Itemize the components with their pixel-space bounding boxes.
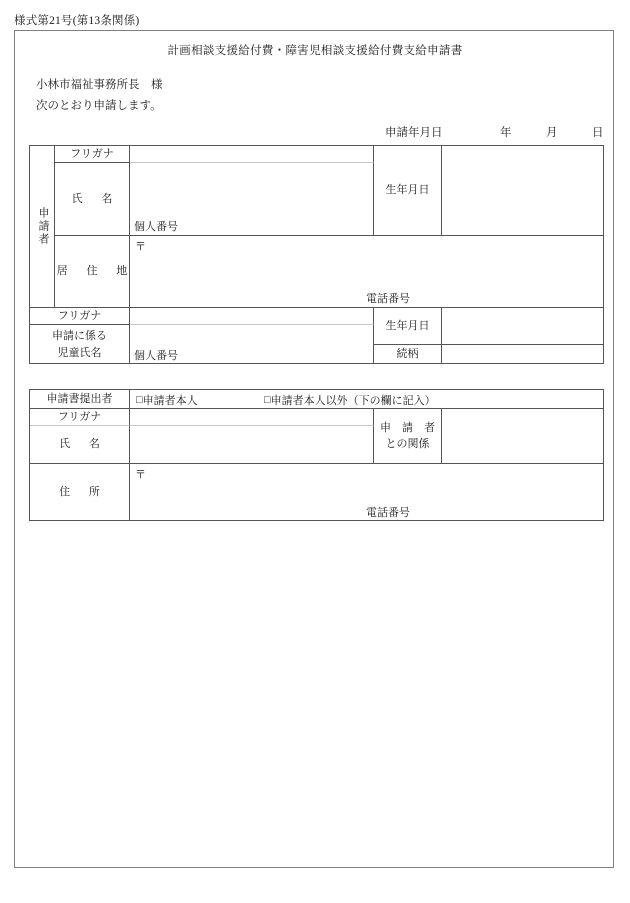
intro-sentence: 次のとおり申請します。 — [36, 100, 162, 112]
checkbox-option-other[interactable] — [264, 390, 436, 409]
submitter-name-label: 氏 名 — [30, 426, 130, 464]
submitter-relation-label-line1: 申 請 者 — [380, 421, 435, 434]
postal-code-icon: 〒 — [135, 241, 146, 253]
checkbox-other-box: □ — [264, 393, 271, 406]
applicant-birthdate-value[interactable] — [442, 146, 604, 236]
checkbox-self-label: 申請者本人 — [142, 394, 198, 407]
submitter-relation-label — [374, 409, 442, 464]
applicant-residence-label: 居 住 地 — [55, 236, 130, 308]
child-name-label-line1: 申請に係る — [52, 330, 107, 342]
submitter-relation-label-line2: との関係 — [385, 438, 430, 450]
child-mynumber-label: 個人番号 — [134, 350, 178, 362]
submitter-table — [29, 389, 604, 521]
checkbox-self-box: □ — [136, 393, 143, 406]
form-number: 様式第21号(第13条関係) — [14, 15, 140, 27]
application-date-line: 申請年月日 年 月 日 — [385, 127, 604, 139]
submitter-header-label: 申請書提出者 — [30, 390, 130, 409]
applicant-mynumber-label: 個人番号 — [134, 221, 178, 233]
applicant-furigana-label: フリガナ — [55, 146, 130, 163]
checkbox-other-label: 申請者本人以外（下の欄に記入） — [270, 394, 436, 407]
page-frame — [14, 30, 614, 868]
applicant-name-value[interactable] — [130, 163, 374, 236]
submitter-relation-value[interactable] — [442, 409, 604, 464]
applicant-furigana-value[interactable] — [130, 146, 374, 163]
submitter-address-label: 住 所 — [30, 464, 130, 521]
submitter-address-value[interactable] — [130, 464, 604, 521]
child-name-label — [30, 325, 130, 364]
child-relation-value[interactable] — [442, 345, 604, 364]
applicant-table — [29, 145, 604, 364]
submitter-furigana-value[interactable] — [130, 409, 374, 426]
addressee-line: 小林市福祉事務所長 様 — [36, 79, 163, 91]
child-name-label-line2: 児童氏名 — [57, 346, 102, 359]
postal-code-icon: 〒 — [135, 469, 146, 481]
page-title: 計画相談支援給付費・障害児相談支援給付費支給申請書 — [167, 45, 463, 57]
applicant-phone-label: 電話番号 — [366, 293, 410, 305]
submitter-checkbox-row — [130, 390, 604, 409]
child-birthdate-label: 生年月日 — [374, 308, 442, 345]
applicant-group-label: 申請者 — [30, 146, 55, 308]
child-furigana-label: フリガナ — [30, 308, 130, 325]
child-birthdate-value[interactable] — [442, 308, 604, 345]
submitter-phone-label: 電話番号 — [366, 507, 410, 519]
submitter-name-value[interactable] — [130, 426, 374, 464]
applicant-residence-value[interactable] — [130, 236, 604, 308]
child-relation-label: 続柄 — [374, 345, 442, 364]
submitter-furigana-label: フリガナ — [30, 409, 130, 426]
child-furigana-value[interactable] — [130, 308, 374, 325]
applicant-birthdate-label: 生年月日 — [374, 146, 442, 236]
child-name-value[interactable] — [130, 325, 374, 364]
checkbox-option-self[interactable] — [136, 390, 198, 409]
applicant-name-label: 氏 名 — [55, 163, 130, 236]
